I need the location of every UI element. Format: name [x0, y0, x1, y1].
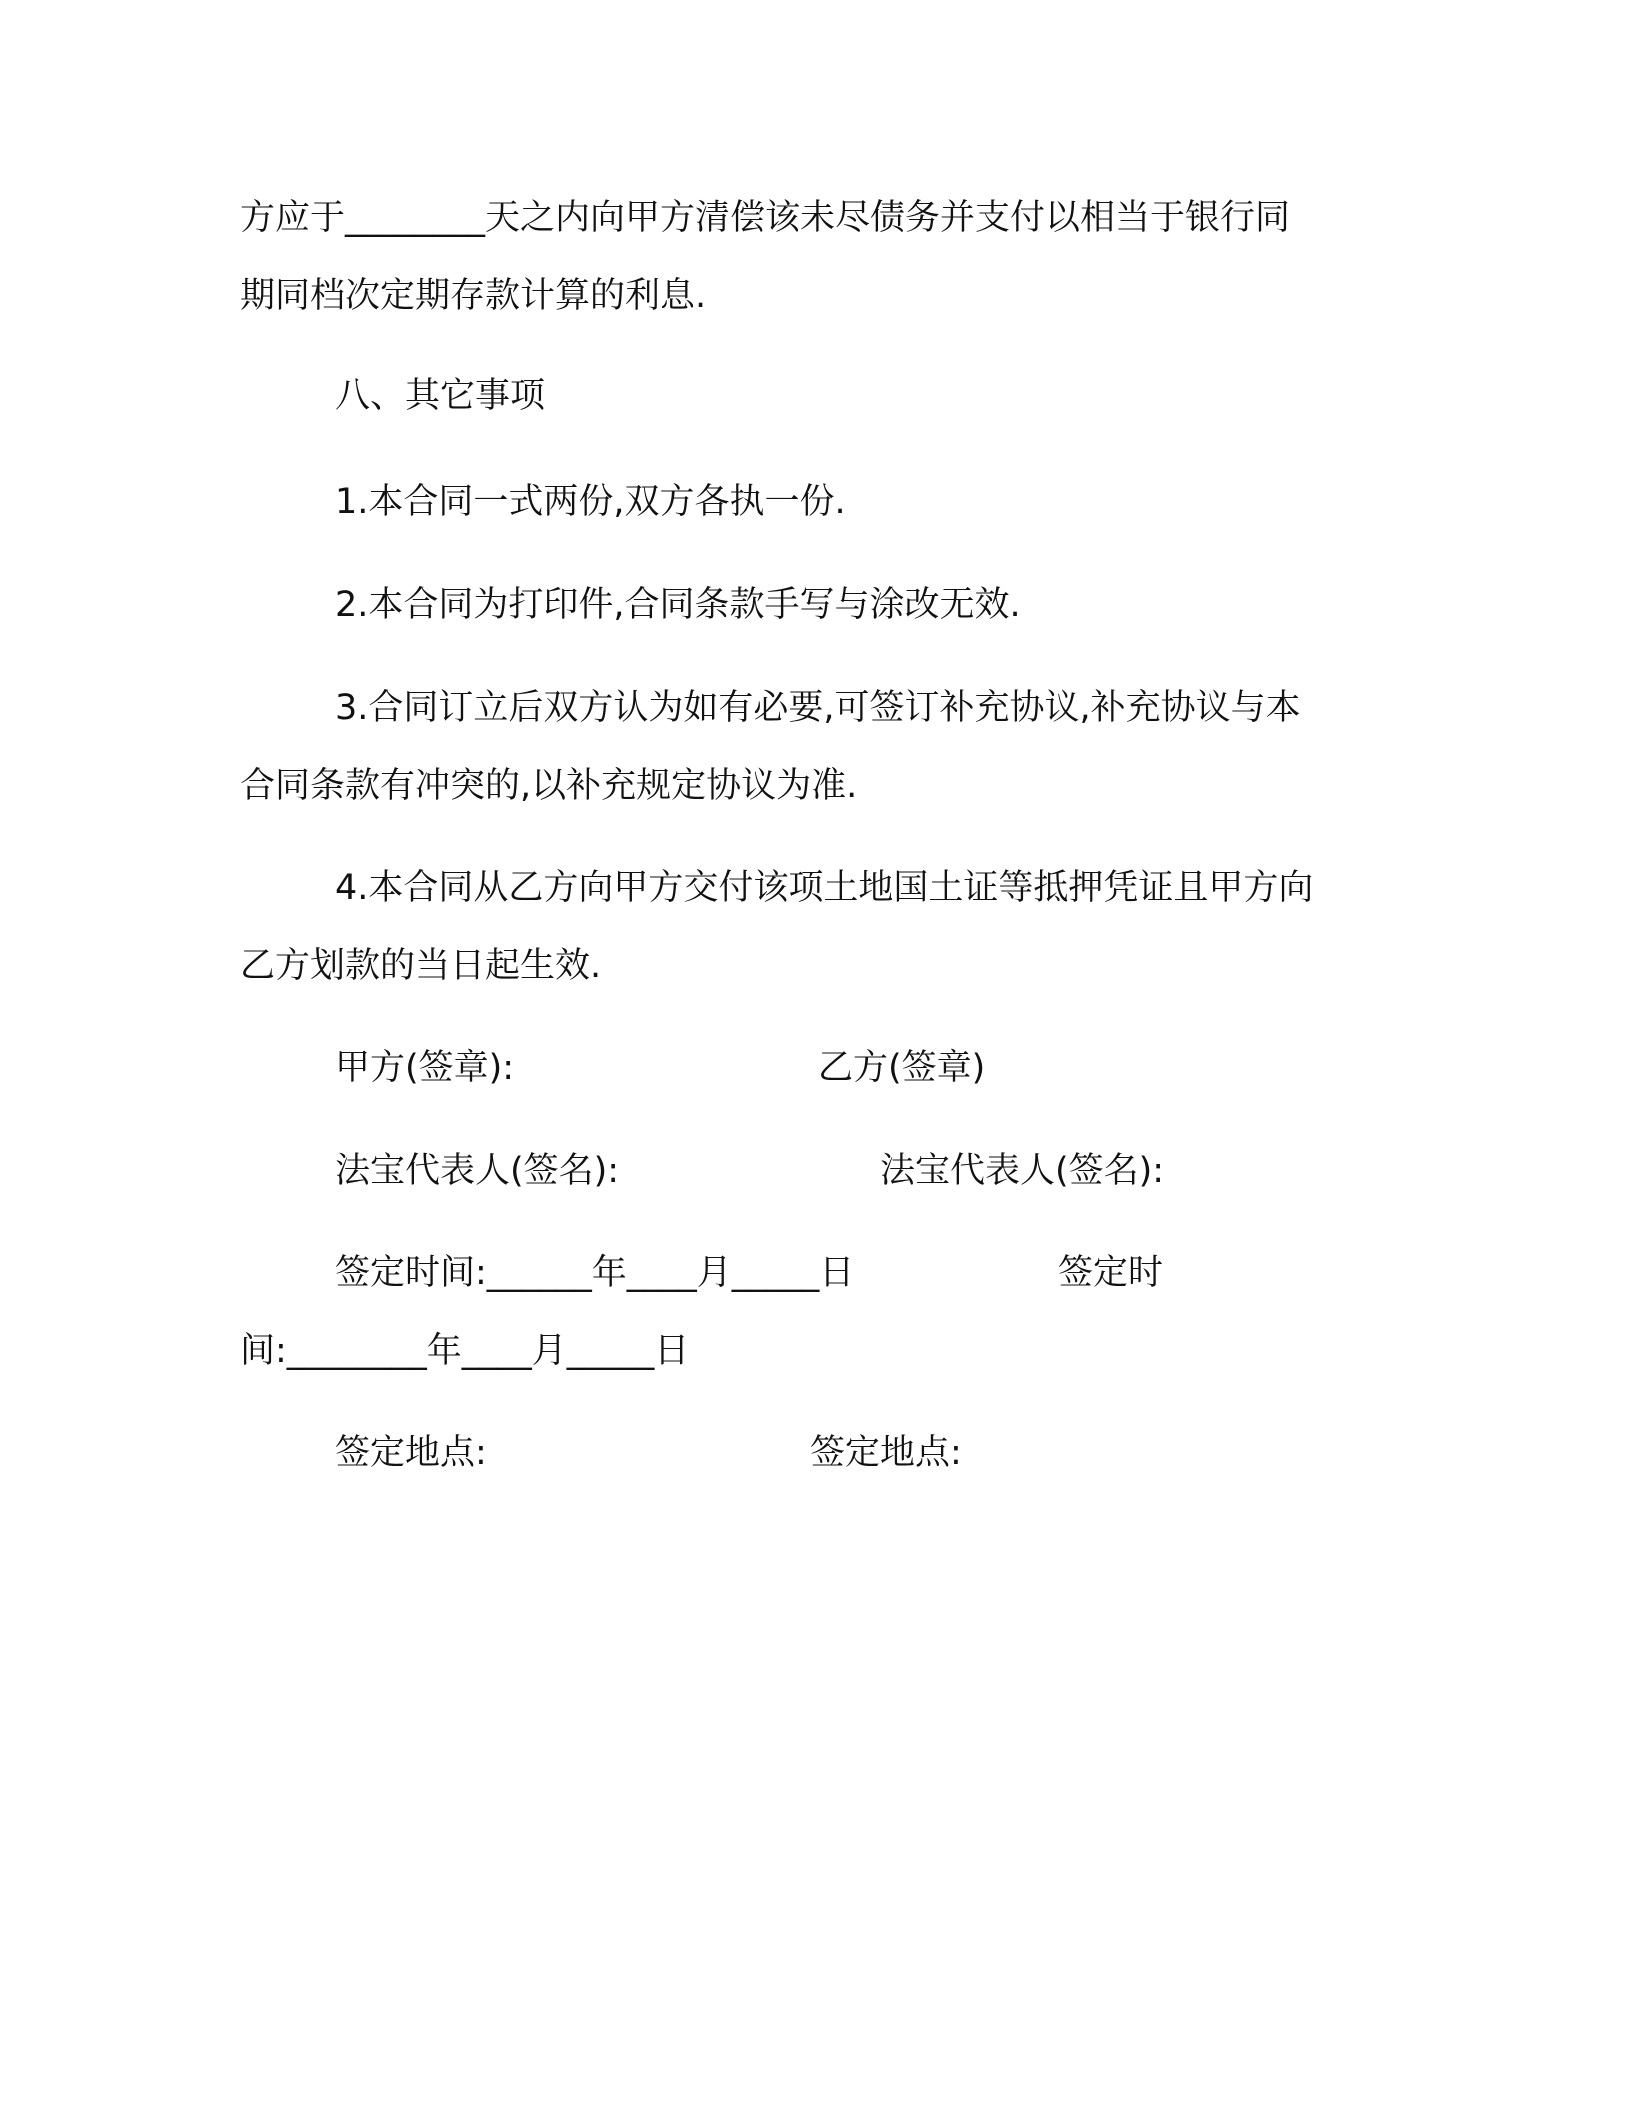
- party-b-signing-date-continued: 间:________年____月_____日: [240, 1331, 690, 1371]
- party-b-signing-place: 签定地点:: [810, 1433, 962, 1473]
- party-b-representative-label: 法宝代表人(签名):: [880, 1151, 1165, 1191]
- paragraph-7-tail-line-2: 期同档次定期存款计算的利息.: [240, 276, 707, 316]
- clause-3-line-2: 合同条款有冲突的,以补充规定协议为准.: [240, 766, 858, 806]
- party-a-seal-label: 甲方(签章):: [335, 1048, 515, 1088]
- party-b-seal-label: 乙方(签章): [818, 1048, 986, 1088]
- party-a-signing-place: 签定地点:: [335, 1433, 487, 1473]
- section-8-heading: 八、其它事项: [335, 376, 546, 416]
- party-b-signing-date-start: 签定时: [1058, 1253, 1164, 1293]
- clause-1: 1.本合同一式两份,双方各执一份.: [335, 482, 846, 522]
- clause-4-line-1: 4.本合同从乙方向甲方交付该项土地国土证等抵押凭证且甲方向: [335, 868, 1314, 908]
- party-a-signing-date: 签定时间:______年____月_____日: [335, 1253, 855, 1293]
- paragraph-7-tail-line-1: 方应于________天之内向甲方清偿该未尽债务并支付以相当于银行同: [240, 198, 1291, 238]
- clause-4-line-2: 乙方划款的当日起生效.: [240, 946, 602, 986]
- party-a-representative-label: 法宝代表人(签名):: [335, 1151, 620, 1191]
- clause-3-line-1: 3.合同订立后双方认为如有必要,可签订补充协议,补充协议与本: [335, 688, 1301, 728]
- clause-2: 2.本合同为打印件,合同条款手写与涂改无效.: [335, 585, 1021, 625]
